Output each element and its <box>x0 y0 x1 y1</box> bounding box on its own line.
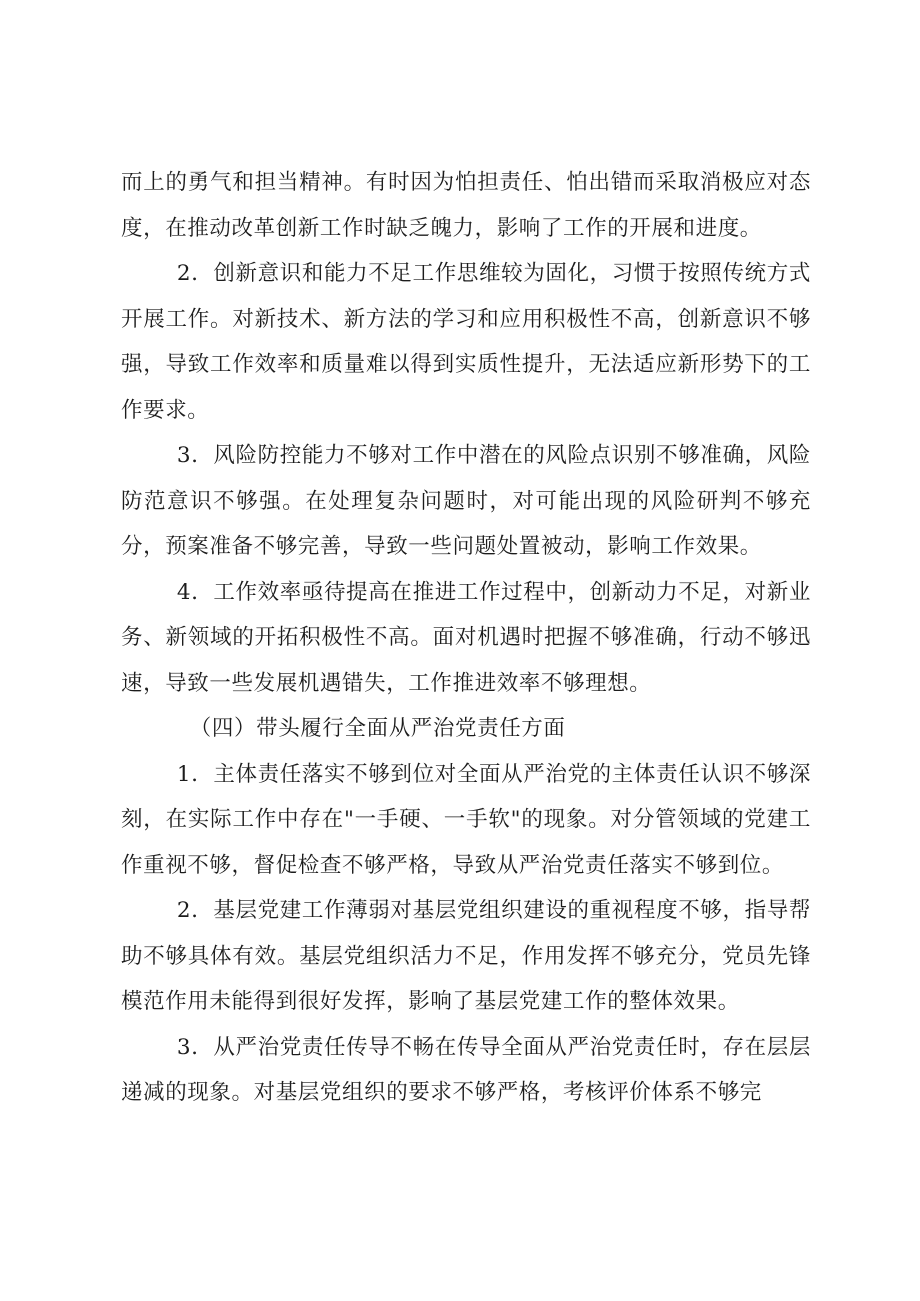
paragraph-main-responsibility: 1．主体责任落实不够到位对全面从严治党的主体责任认识不够深刻，在实际工作中存在"一手硬、一手软"的现象。对分管领域的党建工作重视不够，督促检查不够严格，导致从严治党责任落实不够到位。 <box>121 761 811 878</box>
paragraph-work-efficiency: 4．工作效率亟待提高在推进工作过程中，创新动力不足，对新业务、新领域的开拓积极性不高。面对机遇时把握不够准确，行动不够迅速，导致一些发展机遇错失，工作推进效率不够理想。 <box>121 579 811 696</box>
paragraph-continuation: 而上的勇气和担当精神。有时因为怕担责任、怕出错而采取消极应对态度，在推动改革创新工作时缺乏魄力，影响了工作的开展和进度。 <box>121 170 811 241</box>
paragraph-innovation-ability: 2．创新意识和能力不足工作思维较为固化，习惯于按照传统方式开展工作。对新技术、新方法的学习和应用积极性不高，创新意识不够强，导致工作效率和质量难以得到实质性提升，无法适应新形势下的工作要求。 <box>121 261 811 423</box>
section-heading-four: （四）带头履行全面从严治党责任方面 <box>189 716 566 741</box>
paragraph-risk-control: 3．风险防控能力不够对工作中潜在的风险点识别不够准确，风险防范意识不够强。在处理复杂问题时，对可能出现的风险研判不够充分，预案准备不够完善，导致一些问题处置被动，影响工作效果。 <box>121 443 811 559</box>
paragraph-grassroots-party-building: 2．基层党建工作薄弱对基层党组织建设的重视程度不够，指导帮助不够具体有效。基层党组织活力不足，作用发挥不够充分，党员先锋模范作用未能得到很好发挥，影响了基层党建工作的整体效果。 <box>121 898 811 1014</box>
paragraph-responsibility-transmission: 3．从严治党责任传导不畅在传导全面从严治党责任时，存在层层递减的现象。对基层党组织的要求不够严格，考核评价体系不够完 <box>121 1034 811 1105</box>
document-body <box>121 160 811 1116</box>
